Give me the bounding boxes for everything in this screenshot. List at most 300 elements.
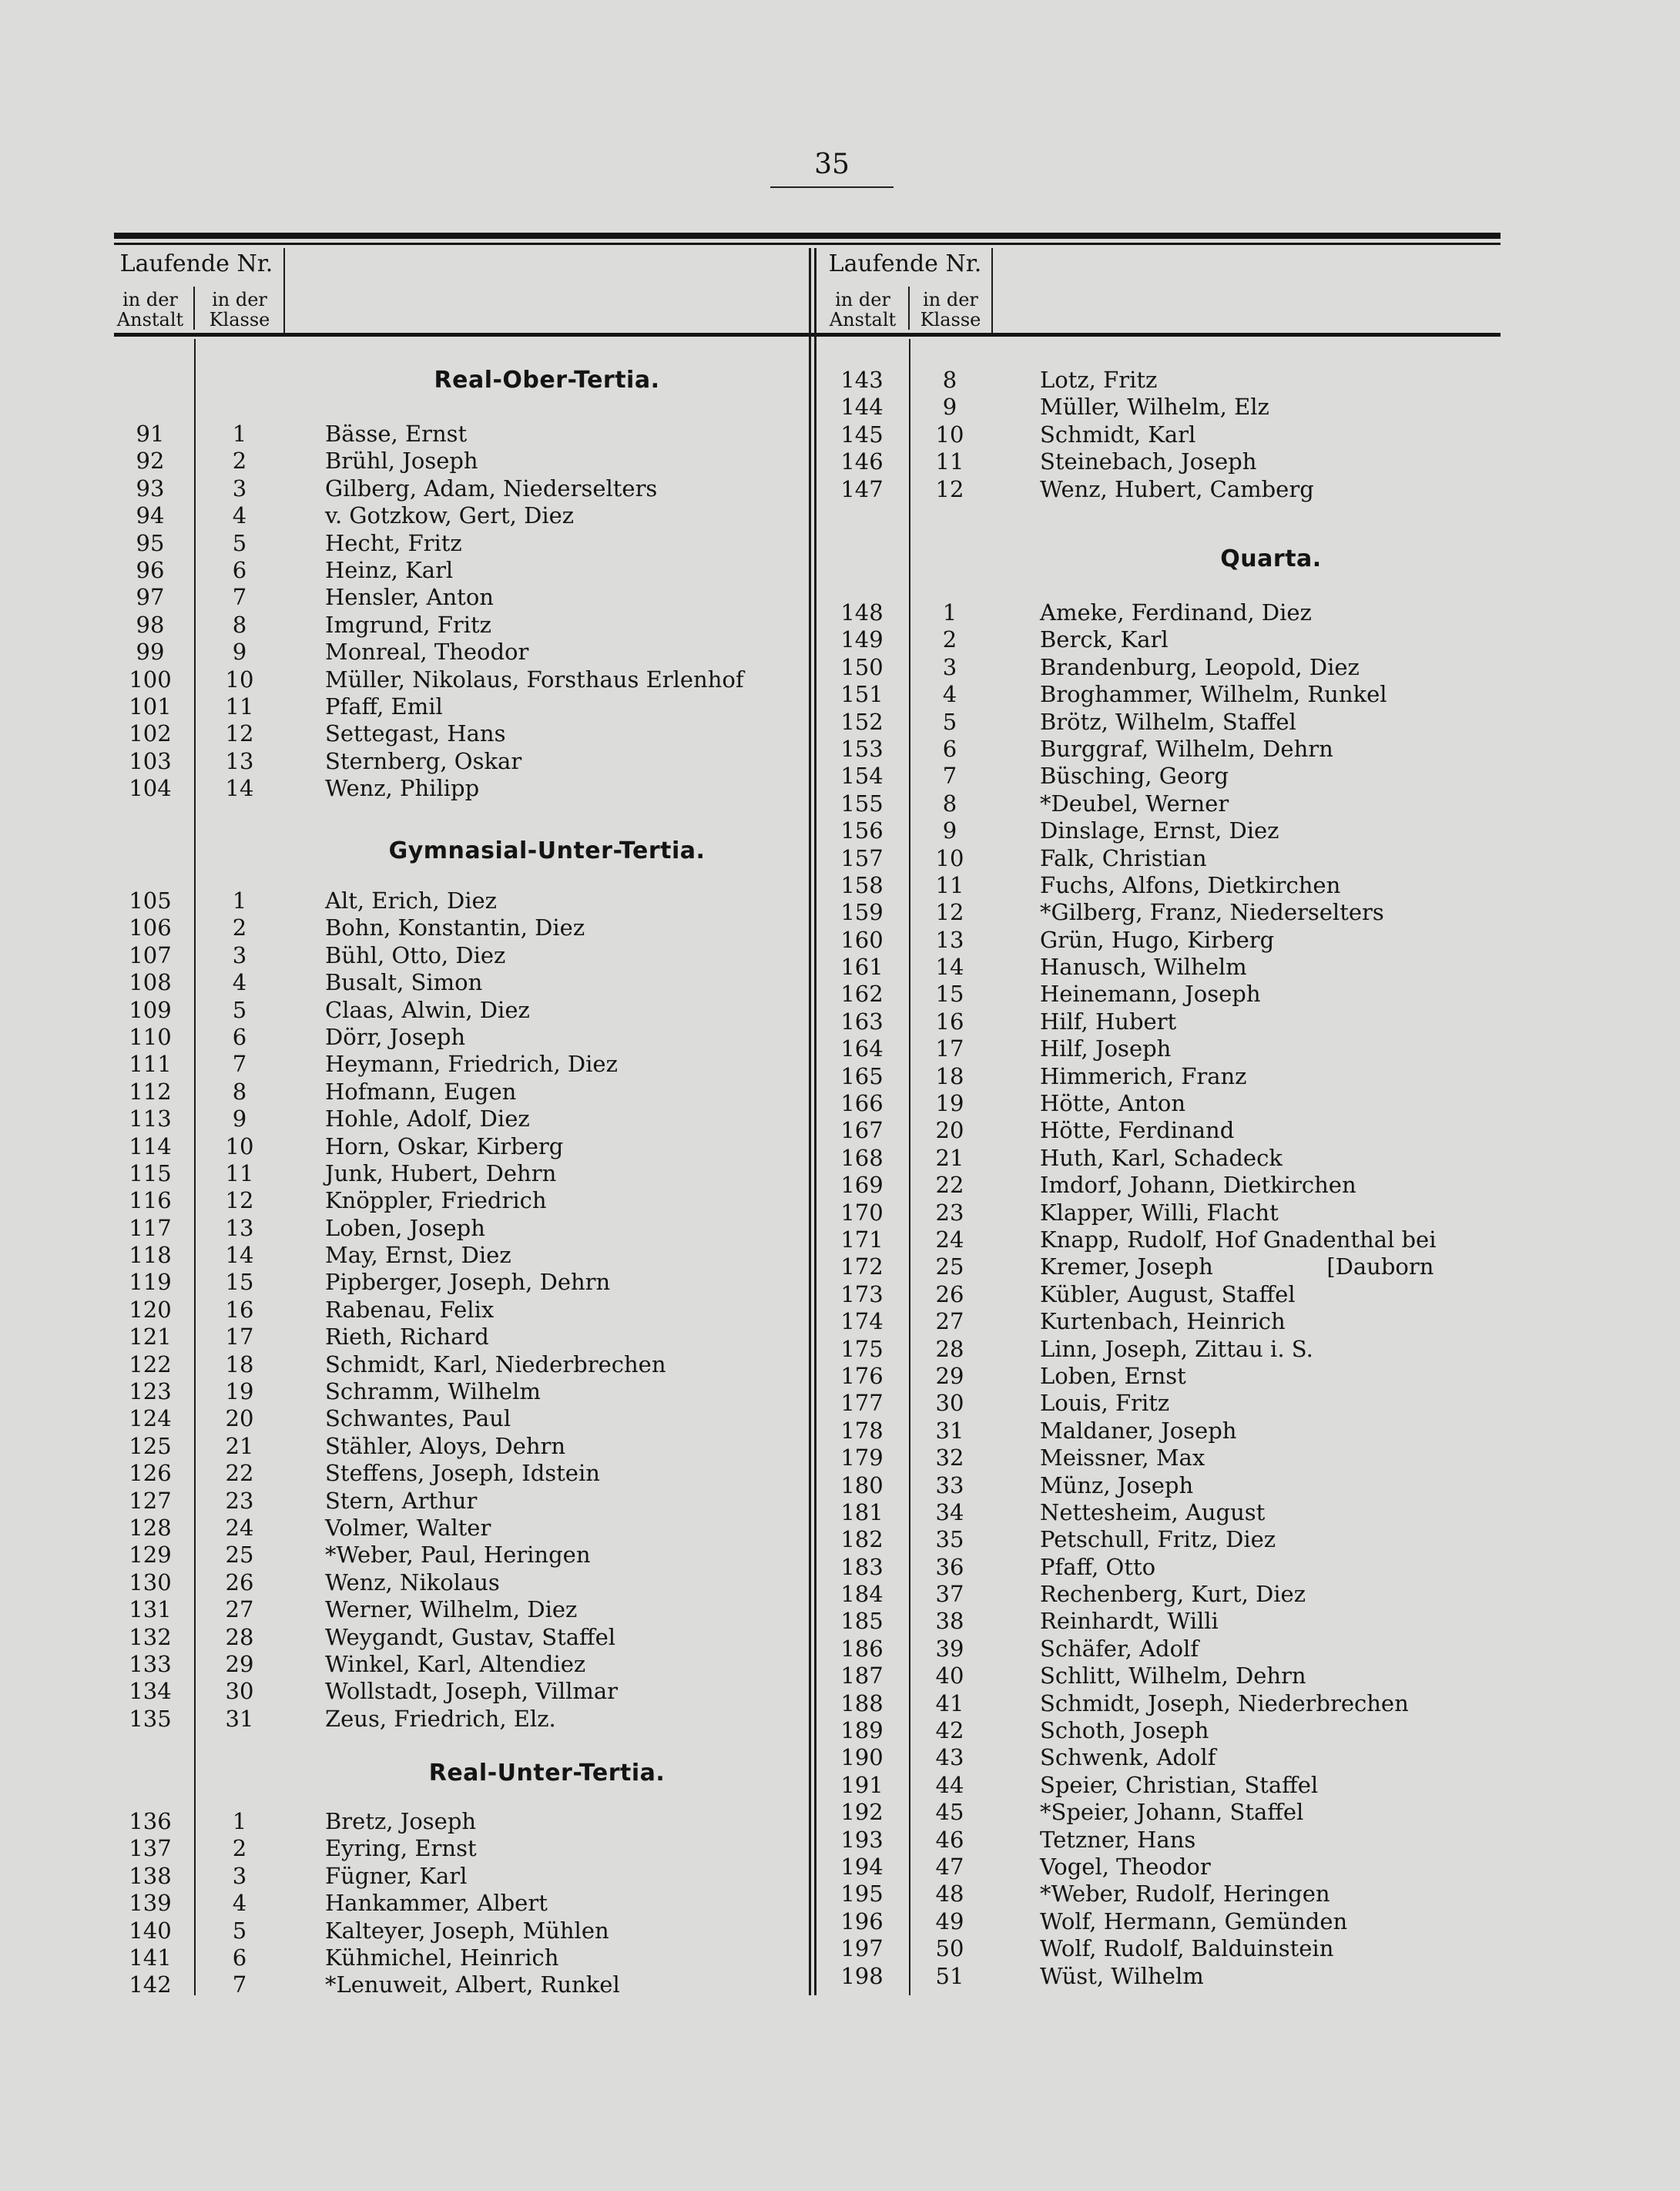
- anstalt-number: 172: [840, 1253, 884, 1280]
- klasse-number: 2: [232, 448, 247, 475]
- klasse-number: 11: [225, 693, 254, 720]
- anstalt-number: 167: [840, 1117, 884, 1144]
- klasse-number: 2: [232, 1835, 247, 1862]
- anstalt-number: 165: [840, 1062, 884, 1089]
- student-name: Speier, Christian, Staffel: [1040, 1771, 1319, 1798]
- student-name: Lotz, Fritz: [1040, 367, 1158, 393]
- left-header-klasse: Klasse: [209, 309, 270, 330]
- anstalt-number: 151: [840, 681, 884, 708]
- table-row: [108, 1187, 809, 1214]
- anstalt-number: 144: [840, 394, 884, 421]
- student-name: Schmidt, Karl: [1040, 421, 1196, 448]
- table-row: [108, 1863, 809, 1890]
- table-row: [817, 1908, 1510, 1935]
- anstalt-number: 106: [129, 914, 172, 941]
- student-name: Büsching, Georg: [1040, 763, 1229, 790]
- anstalt-number: 180: [840, 1471, 884, 1498]
- table-row: [817, 872, 1510, 899]
- klasse-number: 11: [225, 1159, 254, 1186]
- table-row: [817, 1226, 1510, 1253]
- anstalt-number: 133: [129, 1650, 172, 1677]
- klasse-number: 10: [935, 844, 964, 871]
- list-quarta: [817, 599, 1510, 1990]
- anstalt-number: 115: [129, 1159, 172, 1186]
- table-row: [108, 1405, 809, 1432]
- student-name: Schäfer, Adolf: [1040, 1635, 1199, 1662]
- student-name: Alt, Erich, Diez: [325, 887, 497, 914]
- student-name: Kalteyer, Joseph, Mühlen: [325, 1917, 609, 1944]
- klasse-number: 48: [935, 1881, 964, 1907]
- anstalt-number: 164: [840, 1035, 884, 1062]
- student-name: Wüst, Wilhelm: [1040, 1962, 1204, 1989]
- center-double-rule-a: [809, 248, 811, 1995]
- student-name: Falk, Christian: [1040, 844, 1207, 871]
- klasse-number: 3: [942, 653, 957, 680]
- student-name: Steinebach, Joseph: [1040, 448, 1257, 475]
- anstalt-number: 126: [129, 1460, 172, 1487]
- right-header-in-der-2: in der: [923, 289, 978, 310]
- table-row: [817, 709, 1510, 736]
- anstalt-number: 145: [840, 421, 884, 448]
- anstalt-number: 113: [129, 1106, 172, 1132]
- student-name: Schmidt, Karl, Niederbrechen: [325, 1351, 666, 1377]
- student-name: Broghammer, Wilhelm, Runkel: [1040, 681, 1387, 708]
- klasse-number: 7: [942, 763, 957, 790]
- anstalt-number: 99: [136, 639, 165, 666]
- klasse-number: 29: [935, 1362, 964, 1389]
- klasse-number: 27: [225, 1596, 254, 1623]
- anstalt-number: 163: [840, 1008, 884, 1035]
- student-name: Münz, Joseph: [1040, 1471, 1194, 1498]
- table-row: [817, 1827, 1510, 1854]
- section-title-real-unter-tertia: Real-Unter-Tertia.: [428, 1760, 666, 1787]
- page-number-rule: [770, 186, 894, 188]
- klasse-number: 4: [232, 969, 247, 996]
- student-name: Maldaner, Joseph: [1040, 1417, 1237, 1444]
- student-name: Vogel, Theodor: [1040, 1853, 1211, 1880]
- klasse-number: 8: [232, 1078, 247, 1105]
- anstalt-number: 168: [840, 1144, 884, 1171]
- left-header-laufende: Laufende Nr.: [119, 250, 273, 277]
- student-name: Stähler, Aloys, Dehrn: [325, 1432, 566, 1459]
- klasse-number: 13: [225, 1214, 254, 1241]
- klasse-number: 1: [232, 421, 247, 447]
- klasse-number: 12: [225, 720, 254, 747]
- student-name: Junk, Hubert, Dehrn: [325, 1159, 557, 1186]
- klasse-number: 16: [935, 1008, 964, 1035]
- klasse-number: 15: [225, 1269, 254, 1296]
- anstalt-number: 142: [129, 1971, 172, 1998]
- table-row: [817, 367, 1510, 394]
- anstalt-number: 176: [840, 1362, 884, 1389]
- anstalt-number: 166: [840, 1090, 884, 1117]
- klasse-number: 42: [935, 1717, 964, 1744]
- student-name: Steffens, Joseph, Idstein: [325, 1460, 600, 1487]
- klasse-number: 26: [225, 1569, 254, 1595]
- anstalt-number: 162: [840, 981, 884, 1008]
- klasse-number: 24: [225, 1514, 254, 1541]
- anstalt-number: 100: [129, 666, 172, 693]
- klasse-number: 39: [935, 1635, 964, 1662]
- student-name: Knöppler, Friedrich: [325, 1187, 547, 1214]
- student-name: Petschull, Fritz, Diez: [1040, 1526, 1276, 1553]
- table-row: [108, 1624, 809, 1651]
- student-name: v. Gotzkow, Gert, Diez: [325, 502, 575, 529]
- klasse-number: 38: [935, 1608, 964, 1635]
- student-name: Wenz, Philipp: [325, 775, 480, 802]
- anstalt-number: 193: [840, 1826, 884, 1853]
- student-name: Kübler, August, Staffel: [1040, 1280, 1296, 1307]
- klasse-number: 33: [935, 1471, 964, 1498]
- klasse-number: 8: [942, 367, 957, 393]
- student-name: Dörr, Joseph: [325, 1023, 466, 1050]
- table-row: [108, 1515, 809, 1542]
- student-name: Eyring, Ernst: [325, 1835, 477, 1862]
- table-row: [817, 1418, 1510, 1444]
- student-name: Hecht, Fritz: [325, 529, 462, 556]
- table-row: [817, 1744, 1510, 1771]
- klasse-number: 44: [935, 1771, 964, 1798]
- student-name: Wollstadt, Joseph, Villmar: [325, 1678, 619, 1705]
- anstalt-number: 139: [129, 1890, 172, 1917]
- table-row: [817, 421, 1510, 448]
- list-real-unter-tertia-continued: [817, 367, 1510, 503]
- table-row: [108, 666, 809, 693]
- table-row: [817, 1308, 1510, 1335]
- anstalt-number: 181: [840, 1498, 884, 1525]
- student-name: Hofmann, Eugen: [325, 1078, 517, 1105]
- table-row: [817, 1172, 1510, 1199]
- table-row: [817, 981, 1510, 1008]
- klasse-number: 14: [225, 775, 254, 802]
- klasse-number: 1: [232, 1808, 247, 1834]
- anstalt-number: 175: [840, 1335, 884, 1362]
- table-row: [817, 954, 1510, 981]
- student-name: Ameke, Ferdinand, Diez: [1040, 599, 1312, 626]
- table-row: [108, 1944, 809, 1971]
- klasse-number: 3: [232, 941, 247, 968]
- header-top-rule: [114, 233, 1501, 239]
- table-row: [108, 612, 809, 639]
- anstalt-number: 120: [129, 1296, 172, 1323]
- table-row: [817, 476, 1510, 503]
- klasse-number: 32: [935, 1444, 964, 1471]
- anstalt-number: 125: [129, 1432, 172, 1459]
- anstalt-number: 149: [840, 626, 884, 653]
- table-row: [108, 1133, 809, 1160]
- table-row: [817, 1608, 1510, 1635]
- anstalt-number: 171: [840, 1226, 884, 1253]
- table-row: [817, 1881, 1510, 1907]
- student-name: Weygandt, Gustav, Staffel: [325, 1623, 616, 1650]
- klasse-number: 1: [942, 599, 957, 626]
- table-row: [817, 1253, 1510, 1280]
- klasse-number: 20: [935, 1117, 964, 1144]
- klasse-number: 35: [935, 1526, 964, 1553]
- klasse-number: 19: [225, 1378, 254, 1405]
- klasse-number: 10: [225, 1132, 254, 1159]
- student-name: Settegast, Hans: [325, 720, 506, 747]
- student-name: Linn, Joseph, Zittau i. S.: [1040, 1335, 1313, 1362]
- student-name: Fuchs, Alfons, Dietkirchen: [1040, 871, 1341, 898]
- anstalt-number: 156: [840, 817, 884, 844]
- student-name: Fügner, Karl: [325, 1862, 468, 1889]
- table-row: [108, 1835, 809, 1862]
- table-row: [108, 1378, 809, 1405]
- student-name: *Gilberg, Franz, Niederselters: [1040, 899, 1384, 926]
- student-name: Schwenk, Adolf: [1040, 1744, 1216, 1771]
- klasse-number: 8: [942, 790, 957, 817]
- student-name: *Speier, Johann, Staffel: [1040, 1799, 1304, 1826]
- anstalt-number: 158: [840, 871, 884, 898]
- anstalt-number: 195: [840, 1881, 884, 1907]
- table-row: [108, 1324, 809, 1351]
- student-name: Schramm, Wilhelm: [325, 1378, 541, 1405]
- klasse-number: 15: [935, 981, 964, 1008]
- klasse-number: 7: [232, 1971, 247, 1998]
- left-header-in-der-2: in der: [212, 289, 267, 310]
- student-name: Pfaff, Otto: [1040, 1553, 1156, 1580]
- left-header-in-der-1: in der: [122, 289, 178, 310]
- table-row: [817, 817, 1510, 844]
- anstalt-number: 102: [129, 720, 172, 747]
- anstalt-number: 138: [129, 1862, 172, 1889]
- student-name: Louis, Fritz: [1040, 1390, 1170, 1417]
- anstalt-number: 173: [840, 1280, 884, 1307]
- table-row: [108, 1918, 809, 1944]
- left-header-in-der-klasse: [196, 290, 283, 330]
- student-name: *Weber, Rudolf, Heringen: [1040, 1881, 1330, 1907]
- left-anstalt-divider: [193, 287, 195, 330]
- student-name: Kremer, Joseph [Dauborn: [1040, 1253, 1434, 1280]
- table-row: [817, 1963, 1510, 1990]
- student-name: Hankammer, Albert: [325, 1890, 548, 1917]
- student-name: Heinemann, Joseph: [1040, 981, 1261, 1008]
- table-row: [817, 1581, 1510, 1608]
- student-name: Sternberg, Oskar: [325, 747, 522, 774]
- klasse-number: 9: [232, 1106, 247, 1132]
- student-name: Horn, Oskar, Kirberg: [325, 1132, 564, 1159]
- table-row: [817, 1772, 1510, 1799]
- klasse-number: 31: [225, 1705, 254, 1732]
- anstalt-number: 117: [129, 1214, 172, 1241]
- klasse-number: 10: [935, 421, 964, 448]
- klasse-number: 2: [942, 626, 957, 653]
- table-row: [108, 1297, 809, 1324]
- table-row: [108, 942, 809, 969]
- anstalt-number: 128: [129, 1514, 172, 1541]
- student-name: Himmerich, Franz: [1040, 1062, 1247, 1089]
- klasse-number: 18: [225, 1351, 254, 1377]
- table-row: [108, 887, 809, 914]
- anstalt-number: 131: [129, 1596, 172, 1623]
- student-name: Wolf, Hermann, Gemünden: [1040, 1907, 1348, 1934]
- table-row: [817, 1935, 1510, 1962]
- table-row: [108, 1051, 809, 1078]
- student-name: Huth, Karl, Schadeck: [1040, 1144, 1283, 1171]
- anstalt-number: 146: [840, 448, 884, 475]
- table-row: [108, 1160, 809, 1187]
- klasse-number: 34: [935, 1498, 964, 1525]
- student-name: Monreal, Theodor: [325, 639, 529, 666]
- klasse-number: 41: [935, 1689, 964, 1716]
- table-row: [817, 1336, 1510, 1363]
- anstalt-number: 179: [840, 1444, 884, 1471]
- table-row: [108, 448, 809, 475]
- student-name: Nettesheim, August: [1040, 1498, 1266, 1525]
- student-name: Brandenburg, Leopold, Diez: [1040, 653, 1360, 680]
- anstalt-number: 121: [129, 1324, 172, 1351]
- student-name: Dinslage, Ernst, Diez: [1040, 817, 1279, 844]
- klasse-number: 17: [225, 1324, 254, 1351]
- list-real-unter-tertia: [108, 1808, 809, 1999]
- student-name: Volmer, Walter: [325, 1514, 491, 1541]
- anstalt-number: 191: [840, 1771, 884, 1798]
- table-row: [108, 557, 809, 584]
- table-row: [817, 1499, 1510, 1526]
- table-row: [108, 997, 809, 1024]
- klasse-number: 30: [225, 1678, 254, 1705]
- klasse-number: 12: [225, 1187, 254, 1214]
- student-name: Knapp, Rudolf, Hof Gnadenthal bei: [1040, 1226, 1437, 1253]
- anstalt-number: 107: [129, 941, 172, 968]
- anstalt-number: 114: [129, 1132, 172, 1159]
- klasse-number: 12: [935, 475, 964, 502]
- anstalt-number: 188: [840, 1689, 884, 1716]
- student-name: Burggraf, Wilhelm, Dehrn: [1040, 735, 1333, 762]
- student-name: Rechenberg, Kurt, Diez: [1040, 1581, 1306, 1608]
- klasse-number: 49: [935, 1907, 964, 1934]
- student-name: Reinhardt, Willi: [1040, 1608, 1219, 1635]
- table-row: [817, 1444, 1510, 1471]
- right-header-in-der-anstalt: [818, 290, 907, 330]
- klasse-number: 4: [232, 502, 247, 529]
- student-name: Bühl, Otto, Diez: [325, 941, 506, 968]
- student-name: Heymann, Friedrich, Diez: [325, 1051, 618, 1078]
- anstalt-number: 93: [136, 475, 165, 502]
- anstalt-number: 103: [129, 747, 172, 774]
- student-name: Wolf, Rudolf, Balduinstein: [1040, 1935, 1334, 1962]
- table-row: [817, 1281, 1510, 1308]
- table-row: [108, 502, 809, 529]
- klasse-number: 37: [935, 1581, 964, 1608]
- section-title-real-ober-tertia: Real-Ober-Tertia.: [434, 367, 660, 394]
- student-name: Brötz, Wilhelm, Staffel: [1040, 708, 1296, 735]
- klasse-number: 31: [935, 1417, 964, 1444]
- table-row: [817, 927, 1510, 954]
- anstalt-number: 118: [129, 1242, 172, 1269]
- table-row: [108, 1269, 809, 1296]
- klasse-number: 45: [935, 1799, 964, 1826]
- right-header-klasse: Klasse: [920, 309, 981, 330]
- student-name: Müller, Nikolaus, Forsthaus Erlenhof: [325, 666, 744, 693]
- section-title-quarta: Quarta.: [1220, 545, 1322, 572]
- table-row: [817, 681, 1510, 708]
- student-name: Bohn, Konstantin, Diez: [325, 914, 585, 941]
- anstalt-number: 150: [840, 653, 884, 680]
- klasse-number: 23: [935, 1199, 964, 1226]
- klasse-number: 40: [935, 1663, 964, 1689]
- right-header-in-der-1: in der: [835, 289, 890, 310]
- student-name: Hötte, Ferdinand: [1040, 1117, 1235, 1144]
- student-name: Pipberger, Joseph, Dehrn: [325, 1269, 611, 1296]
- klasse-number: 3: [232, 1862, 247, 1889]
- student-name: Hilf, Joseph: [1040, 1035, 1172, 1062]
- klasse-number: 3: [232, 475, 247, 502]
- klasse-number: 4: [942, 681, 957, 708]
- left-header-anstalt: Anstalt: [116, 309, 184, 330]
- anstalt-number: 92: [136, 448, 165, 475]
- klasse-number: 4: [232, 1890, 247, 1917]
- table-row: [817, 1636, 1510, 1663]
- table-row: [108, 1024, 809, 1051]
- table-row: [817, 736, 1510, 763]
- anstalt-number: 184: [840, 1581, 884, 1608]
- anstalt-number: 161: [840, 954, 884, 981]
- table-row: [108, 475, 809, 502]
- klasse-number: 47: [935, 1853, 964, 1880]
- anstalt-number: 187: [840, 1663, 884, 1689]
- table-row: [817, 1472, 1510, 1499]
- anstalt-number: 134: [129, 1678, 172, 1705]
- table-row: [817, 1200, 1510, 1226]
- table-row: [817, 599, 1510, 626]
- right-anstalt-divider: [908, 287, 910, 330]
- section-title-gymnasial-unter-tertia: Gymnasial-Unter-Tertia.: [388, 837, 706, 864]
- table-row: [817, 1390, 1510, 1417]
- table-row: [108, 1215, 809, 1242]
- table-row: [108, 969, 809, 996]
- klasse-number: 5: [232, 529, 247, 556]
- table-row: [108, 693, 809, 720]
- anstalt-number: 136: [129, 1808, 172, 1834]
- student-name: *Deubel, Werner: [1040, 790, 1229, 817]
- student-name: Schlitt, Wilhelm, Dehrn: [1040, 1663, 1306, 1689]
- student-name: Meissner, Max: [1040, 1444, 1206, 1471]
- anstalt-number: 94: [136, 502, 165, 529]
- right-header-laufende: Laufende Nr.: [828, 250, 982, 277]
- anstalt-number: 190: [840, 1744, 884, 1771]
- table-row: [108, 1433, 809, 1460]
- anstalt-number: 123: [129, 1378, 172, 1405]
- student-name: Gilberg, Adam, Niederselters: [325, 475, 658, 502]
- table-row: [108, 1542, 809, 1569]
- anstalt-number: 97: [136, 584, 165, 611]
- klasse-number: 26: [935, 1280, 964, 1307]
- student-name: Rabenau, Felix: [325, 1296, 495, 1323]
- table-row: [108, 1242, 809, 1269]
- table-row: [817, 1854, 1510, 1881]
- klasse-number: 5: [942, 708, 957, 735]
- left-header-in-der-anstalt: [108, 290, 193, 330]
- klasse-number: 8: [232, 611, 247, 638]
- anstalt-number: 104: [129, 775, 172, 802]
- student-name: Wenz, Hubert, Camberg: [1040, 475, 1314, 502]
- anstalt-number: 194: [840, 1853, 884, 1880]
- student-name: Wenz, Nikolaus: [325, 1569, 500, 1595]
- student-name: Heinz, Karl: [325, 556, 454, 583]
- klasse-number: 28: [225, 1623, 254, 1650]
- table-row: [108, 530, 809, 557]
- anstalt-number: 169: [840, 1172, 884, 1199]
- klasse-number: 5: [232, 1917, 247, 1944]
- anstalt-number: 196: [840, 1907, 884, 1934]
- klasse-number: 17: [935, 1035, 964, 1062]
- student-name: Claas, Alwin, Diez: [325, 996, 530, 1023]
- table-row: [108, 1596, 809, 1623]
- anstalt-number: 111: [129, 1051, 172, 1078]
- klasse-number: 13: [935, 926, 964, 953]
